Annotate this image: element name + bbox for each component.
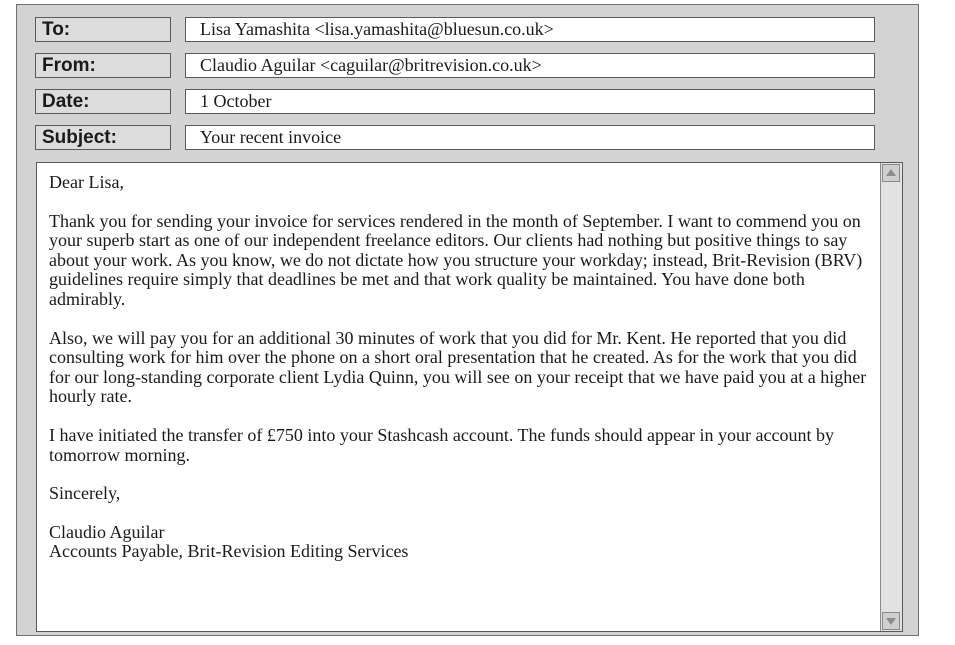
subject-label: Subject: [35, 125, 171, 150]
to-label: To: [35, 17, 171, 42]
signature-title: Accounts Payable, Brit-Revision Editing Services [49, 541, 409, 562]
from-label: From: [35, 53, 171, 78]
scroll-up-button[interactable] [882, 164, 900, 182]
subject-field[interactable]: Your recent invoice [185, 125, 875, 150]
scroll-down-button[interactable] [882, 612, 900, 630]
date-field[interactable]: 1 October [185, 89, 875, 114]
message-paragraph: Also, we will pay you for an additional 30 minutes of work that you did for Mr. Kent. He reported that you did consulting work for him over the phone on a short oral presentation that he created. As for the work that you did for our long-standing corporate client Lydia Quinn, you will see on your receipt that we have paid you at a higher hourly rate. [49, 327, 867, 407]
arrow-down-icon [886, 618, 896, 625]
from-field[interactable]: Claudio Aguilar <caguilar@britrevision.co.uk> [185, 53, 875, 78]
message-paragraph: Thank you for sending your invoice for services rendered in the month of September. I want to commend you on your superb start as one of our independent freelance editors. Our clients had nothing but positive things to say about your work. As you know, we do not dictate how you structure your workday; instead, Brit-Revision (BRV) guidelines require simply that deadlines be met and that work quality be maintained. You have done both admirably. [49, 210, 863, 309]
to-field[interactable]: Lisa Yamashita <lisa.yamashita@bluesun.co.uk> [185, 17, 875, 42]
signature-name: Claudio Aguilar [49, 521, 165, 542]
email-window [16, 4, 919, 636]
closing: Sincerely, [49, 483, 121, 504]
greeting: Dear Lisa, [49, 172, 124, 192]
arrow-up-icon [886, 169, 896, 176]
message-paragraph: I have initiated the transfer of £750 into your Stashcash account. The funds should appear in your account by tomorrow morning. [49, 424, 834, 465]
vertical-scrollbar[interactable] [880, 163, 902, 631]
date-label: Date: [35, 89, 171, 114]
message-text [49, 173, 881, 562]
message-body[interactable] [36, 162, 903, 632]
